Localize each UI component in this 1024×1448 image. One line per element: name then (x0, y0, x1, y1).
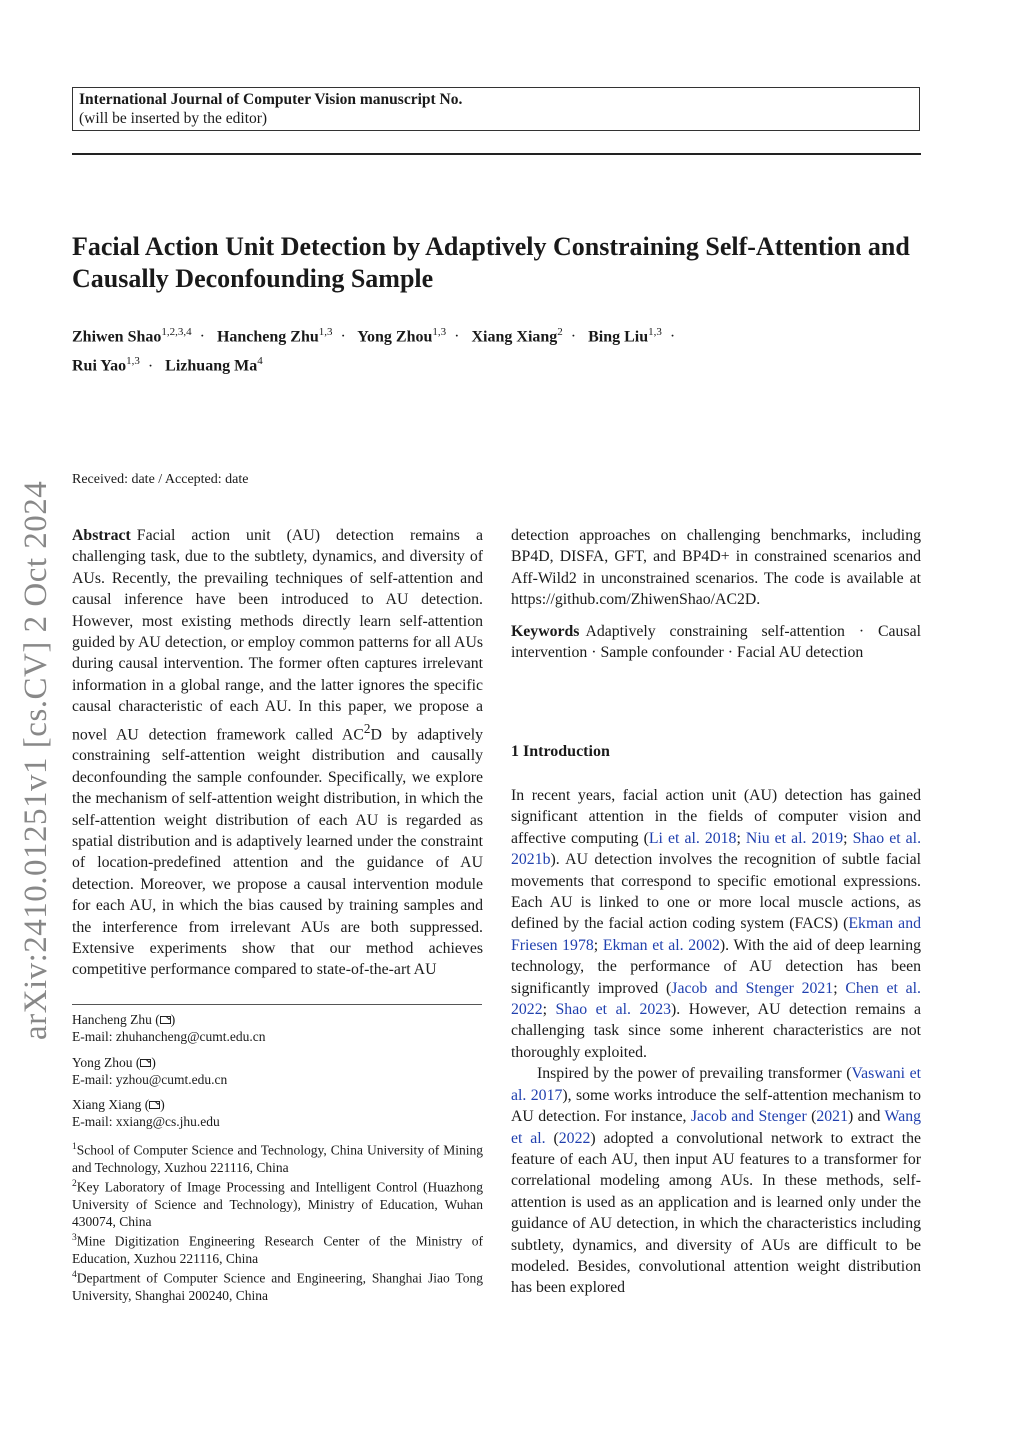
citation-link[interactable]: Shao et al. 2023 (555, 1001, 672, 1019)
contact-close: ) (151, 1054, 156, 1070)
author-name: Zhiwen Shao (72, 328, 162, 346)
intro-text: ). However, AU detection remains a challenging task since some inherent characteristics are not thoroughly exploited. (511, 1001, 921, 1061)
author-affiliation: 1,2,3,4 (161, 326, 192, 338)
author-affiliation: 1,3 (432, 326, 447, 338)
intro-text: ). AU detection involves the recognition of subtle facial movements that correspond to specific emotional expressions. Each AU is linked to one or more local muscle actions, as defined by the facial action coding system (FACS) ( (511, 851, 921, 933)
affiliation (72, 1230, 483, 1267)
affiliation-text: Mine Digitization Engineering Research Center of the Ministry of Education, Xuzhou 221116, China (72, 1233, 483, 1267)
affiliation-text: Department of Computer Science and Engineering, Shanghai Jiao Tong University, Shanghai 200240, China (72, 1270, 483, 1304)
citation-link[interactable]: 2021 (816, 1108, 848, 1126)
author-affiliation: 1,3 (126, 355, 140, 368)
author-separator: · (340, 328, 346, 346)
affiliation (72, 1267, 483, 1304)
contact-entry (72, 1054, 483, 1089)
citation-link[interactable]: Jacob and Stenger (690, 1108, 807, 1126)
intro-paragraph-1 (511, 785, 921, 1063)
author-name: Bing Liu (588, 328, 649, 346)
intro-text: ; (843, 829, 853, 847)
intro-paragraph-2 (511, 1063, 921, 1298)
author-separator: · (147, 357, 154, 375)
contact-email: E-mail: xxiang@cs.jhu.edu (72, 1114, 220, 1130)
abstract-column (72, 525, 483, 981)
intro-text: ; (593, 936, 603, 954)
citation-link[interactable]: 2022 (558, 1129, 591, 1147)
author-name: Lizhuang Ma (165, 357, 258, 375)
keywords-block (511, 621, 921, 664)
abstract-text-a: Facial action unit (AU) detection remains a challenging task, due to the subtlety, dynamics, and diversity of AUs. Recently, the prevailing techniques of self-attention and causal inference have been introduced to AU detection. However, most existing methods directly learn self-attention guided by AU detection, or employ common patterns for all AUs during causal intervention. The former often captures irrelevant information in a global range, and the latter ignores the specific causal characteristic of each AU. In this paper, we propose a novel AU detection framework called AC (72, 527, 483, 743)
journal-name: International Journal of Computer Vision manuscript No. (79, 91, 463, 108)
affiliation (72, 1176, 483, 1230)
author-name: Rui Yao (72, 357, 127, 375)
intro-text: ) and (847, 1108, 885, 1126)
citation-link[interactable]: Niu et al. 2019 (745, 829, 844, 847)
intro-text: ) adopted a convolutional network to extract the feature of each AU, then input AU features to a transformer for correlational modeling among AUs. In these methods, self-attention is used as an application and is learned only under the guidance of AU detection, in which the characteristics including subtlety, dynamics, and diversity of AUs are difficult to be modeled. Besides, convolutional attention weight distribution has been explored (511, 1129, 921, 1297)
citation-link[interactable]: Jacob and Stenger 2021 (671, 979, 834, 997)
citation-link[interactable]: Ekman and Friesen 1978 (511, 915, 921, 954)
intro-text: ). With the aid of deep learning technology, the performance of AU detection has been significantly improved ( (511, 936, 922, 997)
affiliation-text: School of Computer Science and Technology, China University of Mining and Technology, Xuzhou 221116, China (72, 1142, 483, 1175)
author-separator: · (669, 328, 676, 346)
keywords-label: Keywords (511, 623, 580, 640)
contact-email: E-mail: zhuhancheng@cumt.edu.cn (72, 1029, 266, 1045)
author-list (72, 320, 932, 379)
received-date: Received: date / Accepted: date (72, 472, 249, 487)
contact-name: Yong Zhou ( (72, 1054, 141, 1070)
author-separator: · (570, 328, 577, 346)
citation-link[interactable]: Shao et al. 2021b (511, 829, 922, 869)
author-affiliation: 4 (257, 355, 263, 368)
intro-text: Inspired by the power of prevailing transformer ( (537, 1065, 852, 1083)
introduction-body (511, 785, 921, 1299)
intro-text: ; (736, 829, 746, 847)
intro-text: ( (545, 1129, 559, 1147)
contact-close: ) (170, 1012, 176, 1027)
citation-link[interactable]: Ekman et al. 2002 (602, 936, 720, 954)
author-name: Yong Zhou (357, 328, 433, 346)
citation-link[interactable]: Chen et al. 2022 (511, 979, 921, 1019)
affiliation-number: 4 (72, 1270, 77, 1281)
author-affiliation: 2 (557, 326, 563, 338)
arxiv-stamp: arXiv:2410.01251v1 [cs.CV] 2 Oct 2024 (18, 480, 54, 1040)
affiliation-number: 2 (72, 1178, 77, 1189)
citation-link[interactable]: Li et al. 2018 (648, 829, 737, 847)
right-column (511, 525, 921, 611)
author-name: Xiang Xiang (471, 328, 558, 346)
author-name: Hancheng Zhu (216, 328, 319, 346)
citation-link[interactable]: Wang et al. (511, 1108, 921, 1147)
intro-text: ; (542, 1001, 556, 1019)
contact-email: E-mail: yzhou@cumt.edu.cn (72, 1071, 228, 1087)
abstract-label: Abstract (72, 527, 131, 544)
keywords-text: Adaptively constraining self-attention · Causal intervention · Sample confounder · Facial AU detection (511, 623, 921, 662)
contact-entry (72, 1011, 483, 1046)
envelope-icon (160, 1016, 171, 1024)
author-separator: · (454, 328, 460, 346)
footnote-rule (72, 1004, 482, 1005)
intro-text: ( (806, 1108, 817, 1126)
abstract-text-b: D by adaptively constraining self-attention weight distribution and causally deconfounding the sample confounder. Specifically, we explore the mechanism of self-attention weight distribution, in which the self-attention weight distribution of each AU is regarded as spatial distribution and is adaptively learned under the constraint of location-predefined attention and the guidance of AU detection. Moreover, we propose a causal intervention module for each AU, in which the bias caused by training samples and the interference from irrelevant AUs are both suppressed. Extensive experiments show that our method achieves competitive performance compared to state-of-the-art AU (72, 725, 483, 979)
contact-entry (72, 1096, 483, 1131)
author-separator: · (199, 328, 205, 346)
abstract-continued: detection approaches on challenging benchmarks, including BP4D, DISFA, GFT, and BP4D+ in constrained scenarios and Aff-Wild2 in unconstrained scenarios. The code is available at https://github.com/ZhiwenShao/AC2D. (511, 527, 921, 609)
abstract (72, 525, 483, 981)
contact-name: Xiang Xiang ( (72, 1097, 150, 1113)
affiliation-number: 3 (72, 1233, 77, 1244)
author-affiliation: 1,3 (648, 326, 662, 338)
author-line-1 (72, 320, 932, 349)
header-rule (72, 153, 921, 155)
affiliation-number: 1 (72, 1141, 77, 1152)
journal-note: (will be inserted by the editor) (79, 110, 268, 127)
abstract-superscript: 2 (363, 720, 371, 736)
envelope-icon (140, 1059, 151, 1067)
intro-text: ; (833, 979, 846, 997)
affiliation-text: Key Laboratory of Image Processing and Intelligent Control (Huazhong University of Science and Technology), Ministry of Education, Wuhan 430074, China (72, 1179, 483, 1229)
journal-header-box (72, 87, 920, 131)
contact-close: ) (160, 1097, 165, 1113)
footnotes (72, 1011, 483, 1304)
affiliation (72, 1139, 483, 1176)
envelope-icon (149, 1101, 160, 1109)
citation-link[interactable]: Vaswani et al. 2017 (511, 1065, 921, 1104)
section-heading-introduction: 1 Introduction (511, 743, 610, 760)
intro-text: In recent years, facial action unit (AU) detection has gained significant attention in the fields of computer vision and affective computing ( (511, 787, 921, 847)
contact-name: Hancheng Zhu ( (72, 1012, 160, 1027)
paper-title: Facial Action Unit Detection by Adaptively Constraining Self-Attention and Causally Deconfounding Sample (72, 232, 910, 293)
author-affiliation: 1,3 (318, 326, 333, 338)
intro-text: ), some works introduce the self-attention mechanism to AU detection. For instance, (511, 1086, 921, 1126)
author-line-2 (72, 349, 932, 378)
